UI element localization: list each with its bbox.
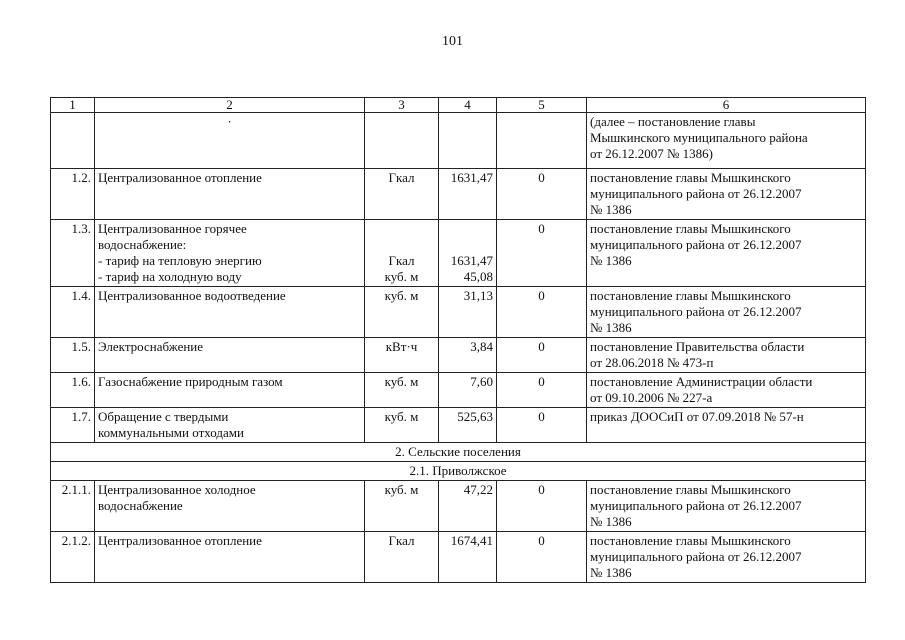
- legal-basis: [587, 338, 866, 373]
- tariff-value-line: 45,08: [463, 269, 493, 284]
- row-number: [51, 481, 95, 532]
- unit: [365, 481, 439, 532]
- tariff-value-line: 7,60: [470, 374, 493, 389]
- section-heading-cell: 2. Сельские поселения: [51, 443, 866, 462]
- column-number-row: [51, 98, 866, 113]
- legal-basis: [587, 532, 866, 583]
- unit: [365, 287, 439, 338]
- legal-basis-line: постановление главы Мышкинского: [590, 221, 791, 236]
- service-name: [95, 287, 365, 338]
- service-name-line: Централизованное холодное: [98, 482, 256, 497]
- mark: ·: [227, 114, 232, 129]
- table-row: [51, 338, 866, 373]
- service-name-line: Централизованное отопление: [98, 170, 262, 185]
- unit-line: кВт·ч: [385, 339, 418, 354]
- legal-basis: [587, 408, 866, 443]
- tariff-value: [439, 532, 497, 583]
- unit-line: куб. м: [384, 374, 419, 389]
- zero-value: [497, 373, 587, 408]
- service-name: [95, 373, 365, 408]
- tariff-value-line: 31,13: [463, 288, 493, 303]
- row-number: [51, 373, 95, 408]
- tariff-value-line: 1631,47: [450, 253, 493, 268]
- service-name-line: - тариф на тепловую энергию: [98, 253, 262, 268]
- zero-value-line: 0: [538, 374, 545, 389]
- tariff-value-line: [442, 237, 493, 253]
- basis-cell: [587, 113, 866, 169]
- unit-line: куб. м: [384, 288, 419, 303]
- col-header-1: 1: [51, 98, 95, 113]
- service-name-line: Централизованное отопление: [98, 533, 262, 548]
- unit: [365, 169, 439, 220]
- legal-basis-line: муниципального района от 26.12.2007: [590, 186, 802, 201]
- legal-basis-line: постановление главы Мышкинского: [590, 170, 791, 185]
- basis-line: от 26.12.2007 № 1386): [590, 146, 713, 161]
- page-number: 101: [442, 34, 463, 49]
- service-name-line: коммунальными отходами: [98, 425, 244, 440]
- row-number: [51, 169, 95, 220]
- row-number-line: 1.7.: [71, 409, 91, 424]
- service-name-line: водоснабжение:: [98, 237, 187, 252]
- table-row: [51, 373, 866, 408]
- row-number-line: 1.4.: [71, 288, 91, 303]
- zero-value: [497, 220, 587, 287]
- legal-basis-line: № 1386: [590, 320, 632, 335]
- service-name: [95, 532, 365, 583]
- unit-line: Гкал: [388, 170, 415, 185]
- row-number-line: 1.3.: [71, 221, 91, 236]
- table-row: [51, 481, 866, 532]
- zero-value-line: 0: [538, 221, 545, 236]
- unit-line: куб. м: [384, 269, 419, 284]
- legal-basis: [587, 287, 866, 338]
- row-number-line: 1.2.: [71, 170, 91, 185]
- unit: [365, 220, 439, 287]
- legal-basis: [587, 481, 866, 532]
- section-heading: [51, 443, 866, 462]
- tariff-value-line: [442, 221, 493, 237]
- table-row: [51, 287, 866, 338]
- continuation-row: [51, 113, 866, 169]
- service-name: [95, 481, 365, 532]
- value-cell: [439, 113, 497, 169]
- service-name: [95, 408, 365, 443]
- service-name-line: Обращение с твердыми: [98, 409, 229, 424]
- zero-value: [497, 338, 587, 373]
- tariff-value: [439, 481, 497, 532]
- unit-line: куб. м: [384, 482, 419, 497]
- legal-basis-line: № 1386: [590, 202, 632, 217]
- service-name-line: Электроснабжение: [98, 339, 204, 354]
- unit: [365, 408, 439, 443]
- zero-value: [497, 481, 587, 532]
- legal-basis-line: постановление Администрации области: [590, 374, 813, 389]
- col-header-4: 4: [439, 98, 497, 113]
- unit-line: куб. м: [384, 409, 419, 424]
- row-number: [51, 338, 95, 373]
- tariff-value: [439, 220, 497, 287]
- tariff-value: [439, 408, 497, 443]
- unit-line: Гкал: [388, 533, 415, 548]
- legal-basis-line: муниципального района от 26.12.2007: [590, 237, 802, 252]
- legal-basis-line: постановление главы Мышкинского: [590, 482, 791, 497]
- table-row: [51, 220, 866, 287]
- legal-basis-line: постановление главы Мышкинского: [590, 288, 791, 303]
- unit-line: [368, 237, 435, 253]
- service-name: [95, 169, 365, 220]
- legal-basis-line: муниципального района от 26.12.2007: [590, 304, 802, 319]
- unit: [365, 338, 439, 373]
- col-header-2: 2: [95, 98, 365, 113]
- unit: [365, 373, 439, 408]
- tariff-value: [439, 169, 497, 220]
- service-name-line: Централизованное горячее: [98, 221, 247, 236]
- service-name-line: Централизованное водоотведение: [98, 288, 286, 303]
- legal-basis-line: постановление главы Мышкинского: [590, 533, 791, 548]
- row-number-line: 1.6.: [71, 374, 91, 389]
- zero-cell: [497, 113, 587, 169]
- tariff-value-line: 1631,47: [450, 170, 493, 185]
- legal-basis-line: муниципального района от 26.12.2007: [590, 498, 802, 513]
- legal-basis-line: муниципального района от 26.12.2007: [590, 549, 802, 564]
- zero-value-line: 0: [538, 339, 545, 354]
- zero-value-line: 0: [538, 482, 545, 497]
- service-name: [95, 220, 365, 287]
- zero-value-line: 0: [538, 170, 545, 185]
- unit: [365, 532, 439, 583]
- row-number: [51, 532, 95, 583]
- basis-line: (далее – постановление главы: [590, 114, 756, 129]
- row-number-line: 2.1.1.: [61, 482, 91, 497]
- tariff-value-line: 1674,41: [450, 533, 493, 548]
- legal-basis: [587, 220, 866, 287]
- service-name-line: Газоснабжение природным газом: [98, 374, 283, 389]
- col-header-3: 3: [365, 98, 439, 113]
- unit-line: [368, 221, 435, 237]
- col-header-6: 6: [587, 98, 866, 113]
- legal-basis-line: приказ ДООСиП от 07.09.2018 № 57-н: [590, 409, 804, 424]
- legal-basis-line: постановление Правительства области: [590, 339, 805, 354]
- legal-basis: [587, 373, 866, 408]
- subsection-heading: [51, 462, 866, 481]
- unit-cell: [365, 113, 439, 169]
- table-row: [51, 408, 866, 443]
- service-name: [95, 338, 365, 373]
- zero-value: [497, 532, 587, 583]
- zero-value-line: 0: [538, 533, 545, 548]
- row-number: [51, 408, 95, 443]
- unit-line: Гкал: [388, 253, 415, 268]
- tariff-value: [439, 373, 497, 408]
- tariff-table: [50, 97, 866, 583]
- table-row: [51, 532, 866, 583]
- zero-value: [497, 169, 587, 220]
- tariff-value: [439, 287, 497, 338]
- basis-line: Мышкинского муниципального района: [590, 130, 808, 145]
- zero-value: [497, 408, 587, 443]
- zero-value-line: 0: [538, 409, 545, 424]
- legal-basis-line: № 1386: [590, 514, 632, 529]
- tariff-value-line: 525,63: [457, 409, 493, 424]
- num-cell: [51, 113, 95, 169]
- service-name-line: - тариф на холодную воду: [98, 269, 242, 284]
- subsection-heading-cell: 2.1. Приволжское: [51, 462, 866, 481]
- service-name-line: водоснабжение: [98, 498, 183, 513]
- legal-basis-line: от 09.10.2006 № 227-а: [590, 390, 713, 405]
- row-number-line: 1.5.: [71, 339, 91, 354]
- tariff-value-line: 47,22: [463, 482, 493, 497]
- legal-basis: [587, 169, 866, 220]
- tariff-value: [439, 338, 497, 373]
- col-header-5: 5: [497, 98, 587, 113]
- legal-basis-line: № 1386: [590, 253, 632, 268]
- zero-value-line: 0: [538, 288, 545, 303]
- row-number-line: 2.1.2.: [61, 533, 91, 548]
- row-number: [51, 220, 95, 287]
- table-row: [51, 169, 866, 220]
- tariff-value-line: 3,84: [470, 339, 493, 354]
- legal-basis-line: от 28.06.2018 № 473-п: [590, 355, 714, 370]
- legal-basis-line: № 1386: [590, 565, 632, 580]
- name-cell: [95, 113, 365, 169]
- zero-value: [497, 287, 587, 338]
- row-number: [51, 287, 95, 338]
